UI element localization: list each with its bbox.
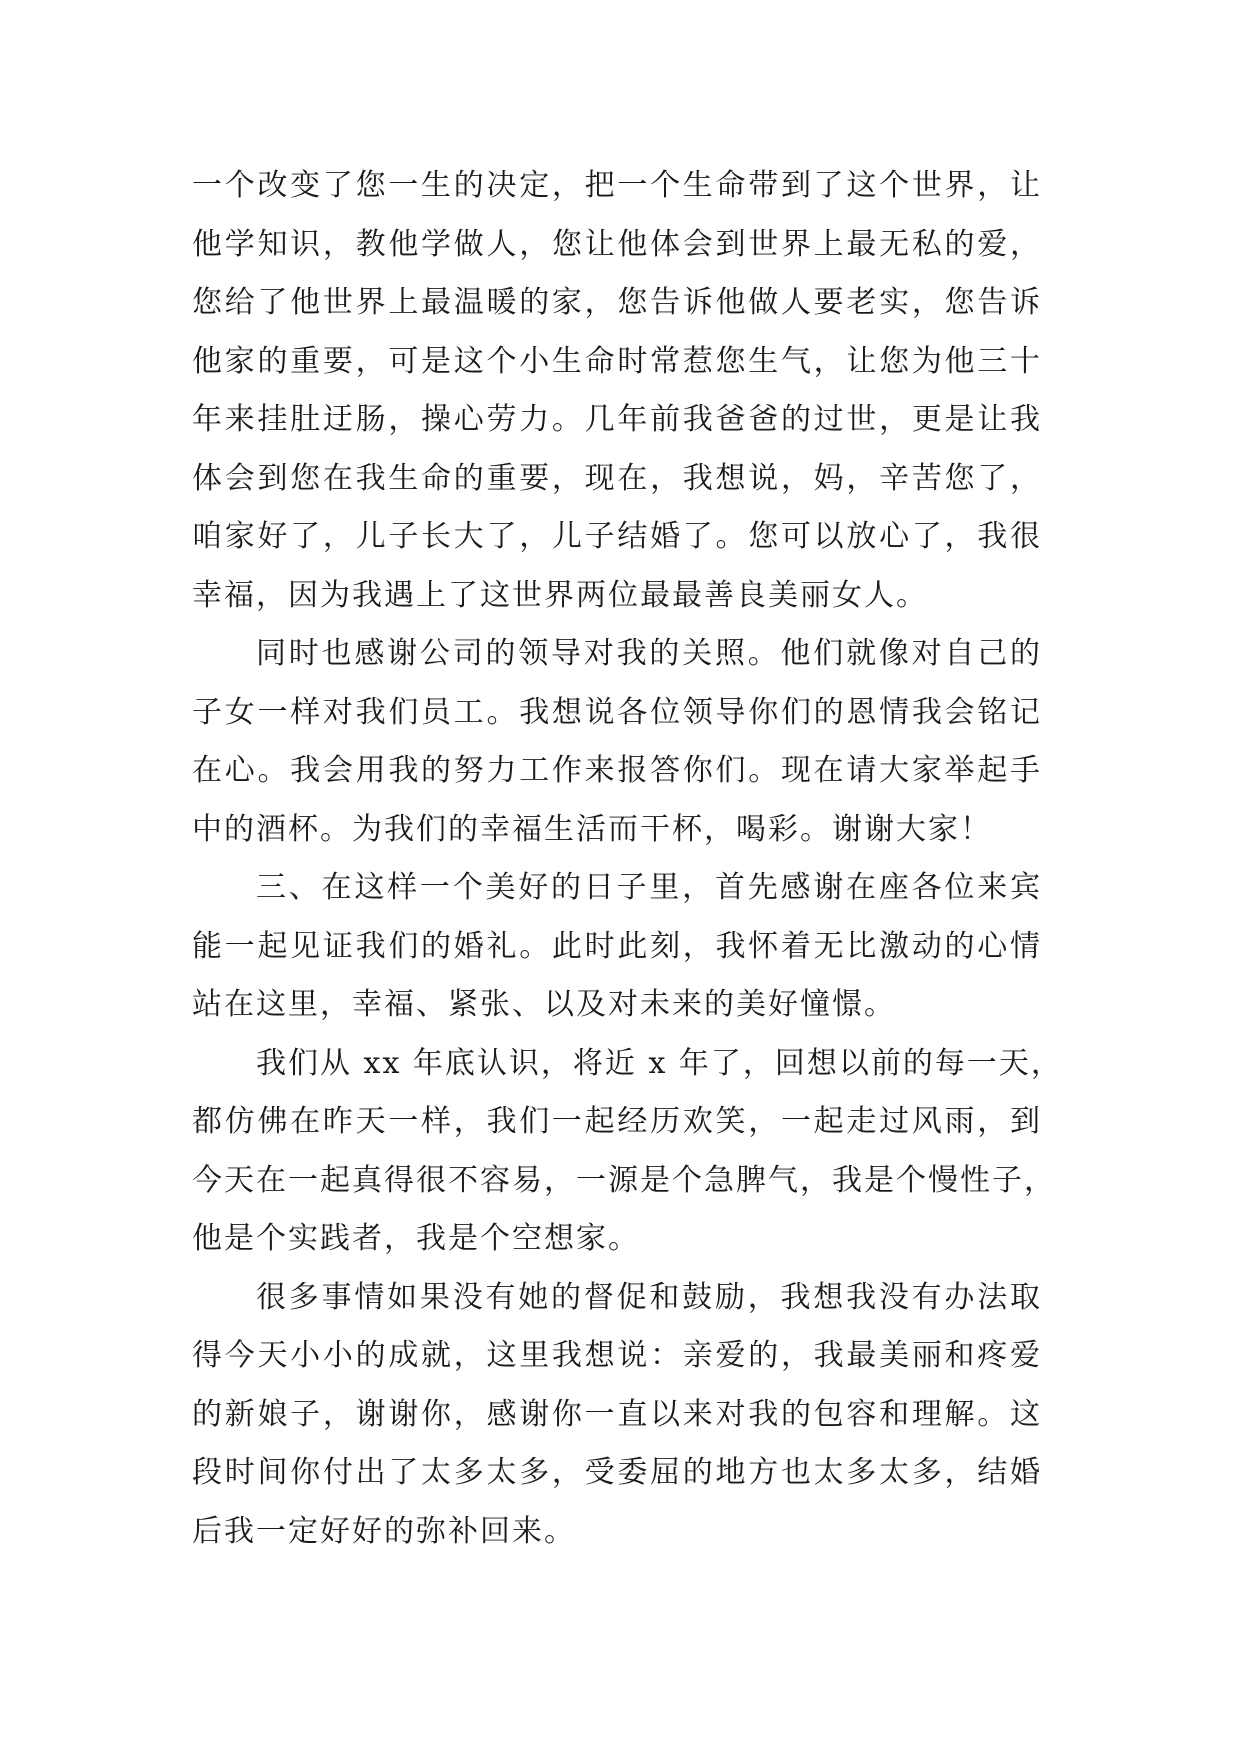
text-line: 子女一样对我们员工。我想说各位领导你们的恩情我会铭记 xyxy=(192,694,1042,730)
text-line: 中的酒杯。为我们的幸福生活而干杯，喝彩。谢谢大家！ xyxy=(192,811,992,847)
text-line: 体会到您在我生命的重要，现在，我想说，妈，辛苦您了， xyxy=(192,460,1042,496)
text-line: 都仿佛在昨天一样，我们一起经历欢笑，一起走过风雨，到 xyxy=(192,1104,1042,1139)
text-line: 今天在一起真得很不容易，一源是个急脾气，我是个慢性子， xyxy=(192,1162,1056,1198)
text-line: 幸福，因为我遇上了这世界两位最最善良美丽女人。 xyxy=(192,577,928,613)
text-line: 的新娘子，谢谢你，感谢你一直以来对我的包容和理解。这 xyxy=(192,1396,1042,1432)
text-line: 您给了他世界上最温暖的家，您告诉他做人要老实，您告诉 xyxy=(192,285,1042,320)
text-line: 后我一定好好的弥补回来。 xyxy=(192,1513,576,1549)
text-line: 我们从 xx 年底认识，将近 x 年了，回想以前的每一天， xyxy=(256,1045,1063,1081)
text-line: 一个改变了您一生的决定，把一个生命带到了这个世界，让 xyxy=(192,168,1042,203)
text-line: 同时也感谢公司的领导对我的关照。他们就像对自己的 xyxy=(256,636,1042,671)
document-body xyxy=(192,157,1063,1561)
text-line: 站在这里，幸福、紧张、以及对未来的美好憧憬。 xyxy=(192,987,896,1022)
text-line: 咱家好了，儿子长大了，儿子结婚了。您可以放心了，我很 xyxy=(192,519,1042,554)
text-line: 年来挂肚迂肠，操心劳力。几年前我爸爸的过世，更是让我 xyxy=(192,402,1042,437)
text-line: 段时间你付出了太多太多，受委屈的地方也太多太多，结婚 xyxy=(192,1455,1042,1490)
text-line: 三、在这样一个美好的日子里，首先感谢在座各位来宾 xyxy=(256,870,1042,905)
text-line: 很多事情如果没有她的督促和鼓励，我想我没有办法取 xyxy=(256,1279,1042,1315)
text-line: 在心。我会用我的努力工作来报答你们。现在请大家举起手 xyxy=(192,753,1042,788)
text-line: 得今天小小的成就，这里我想说：亲爱的，我最美丽和疼爱 xyxy=(192,1338,1042,1373)
text-line: 他家的重要，可是这个小生命时常惹您生气，让您为他三十 xyxy=(192,343,1042,379)
text-line: 能一起见证我们的婚礼。此时此刻，我怀着无比激动的心情 xyxy=(192,928,1042,964)
text-line: 他学知识，教他学做人，您让他体会到世界上最无私的爱， xyxy=(192,226,1042,262)
text-line: 他是个实践者，我是个空想家。 xyxy=(192,1221,640,1256)
